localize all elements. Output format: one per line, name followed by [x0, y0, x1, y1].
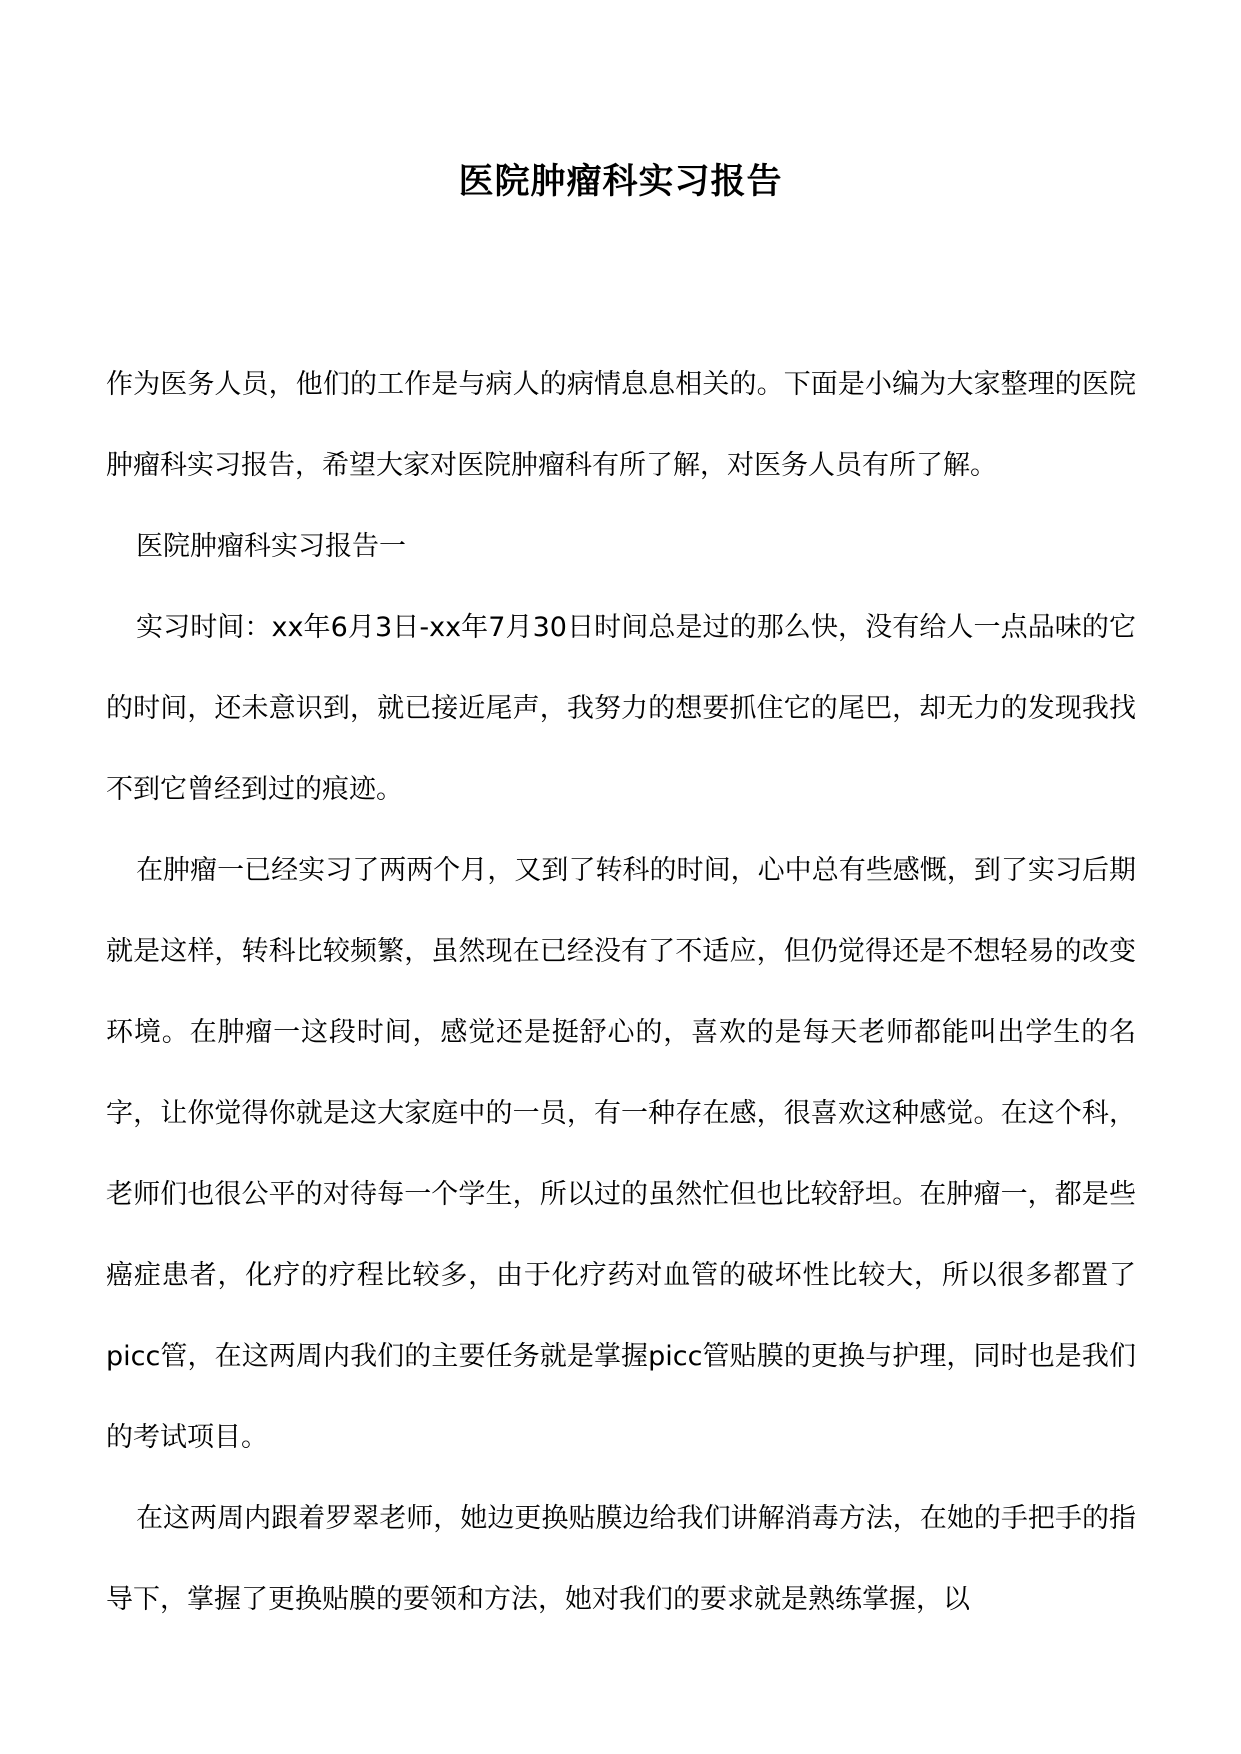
body-paragraph: 在肿瘤一已经实习了两两个月，又到了转科的时间，心中总有些感慨，到了实习后期就是这样，转科比较频繁，虽然现在已经没有了不适应，但仍觉得还是不想轻易的改变环境。在肿瘤一这段时间，感觉还是挺舒心的，喜欢的是每天老师都能叫出学生的名字，让你觉得你就是这大家庭中的一员，有一种存在感，很喜欢这种感觉。在这个科，老师们也很公平的对待每一个学生，所以过的虽然忙但也比较舒坦。在肿瘤一，都是些癌症患者，化疗的疗程比较多，由于化疗药对血管的破坏性比较大，所以很多都置了picc管，在这两周内我们的主要任务就是掌握picc管贴膜的更换与护理，同时也是我们的考试项目。: [106, 855, 1136, 1453]
intro-paragraph: 作为医务人员，他们的工作是与病人的病情息息相关的。下面是小编为大家整理的医院肿瘤科实习报告，希望大家对医院肿瘤科有所了解，对医务人员有所了解。: [106, 369, 1136, 481]
body-paragraph: 实习时间：xx年6月3日-xx年7月30日时间总是过的那么快，没有给人一点品味的它的时间，还未意识到，就已接近尾声，我努力的想要抓住它的尾巴，却无力的发现我找不到它曾经到过的痕迹。: [106, 612, 1136, 805]
document-title: 医院肿瘤科实习报告: [458, 161, 783, 202]
section-heading: 医院肿瘤科实习报告一: [136, 531, 406, 562]
document-body: [106, 344, 1136, 1640]
body-paragraph: 在这两周内跟着罗翠老师，她边更换贴膜边给我们讲解消毒方法，在她的手把手的指导下，掌握了更换贴膜的要领和方法，她对我们的要求就是熟练掌握，以: [106, 1503, 1136, 1615]
